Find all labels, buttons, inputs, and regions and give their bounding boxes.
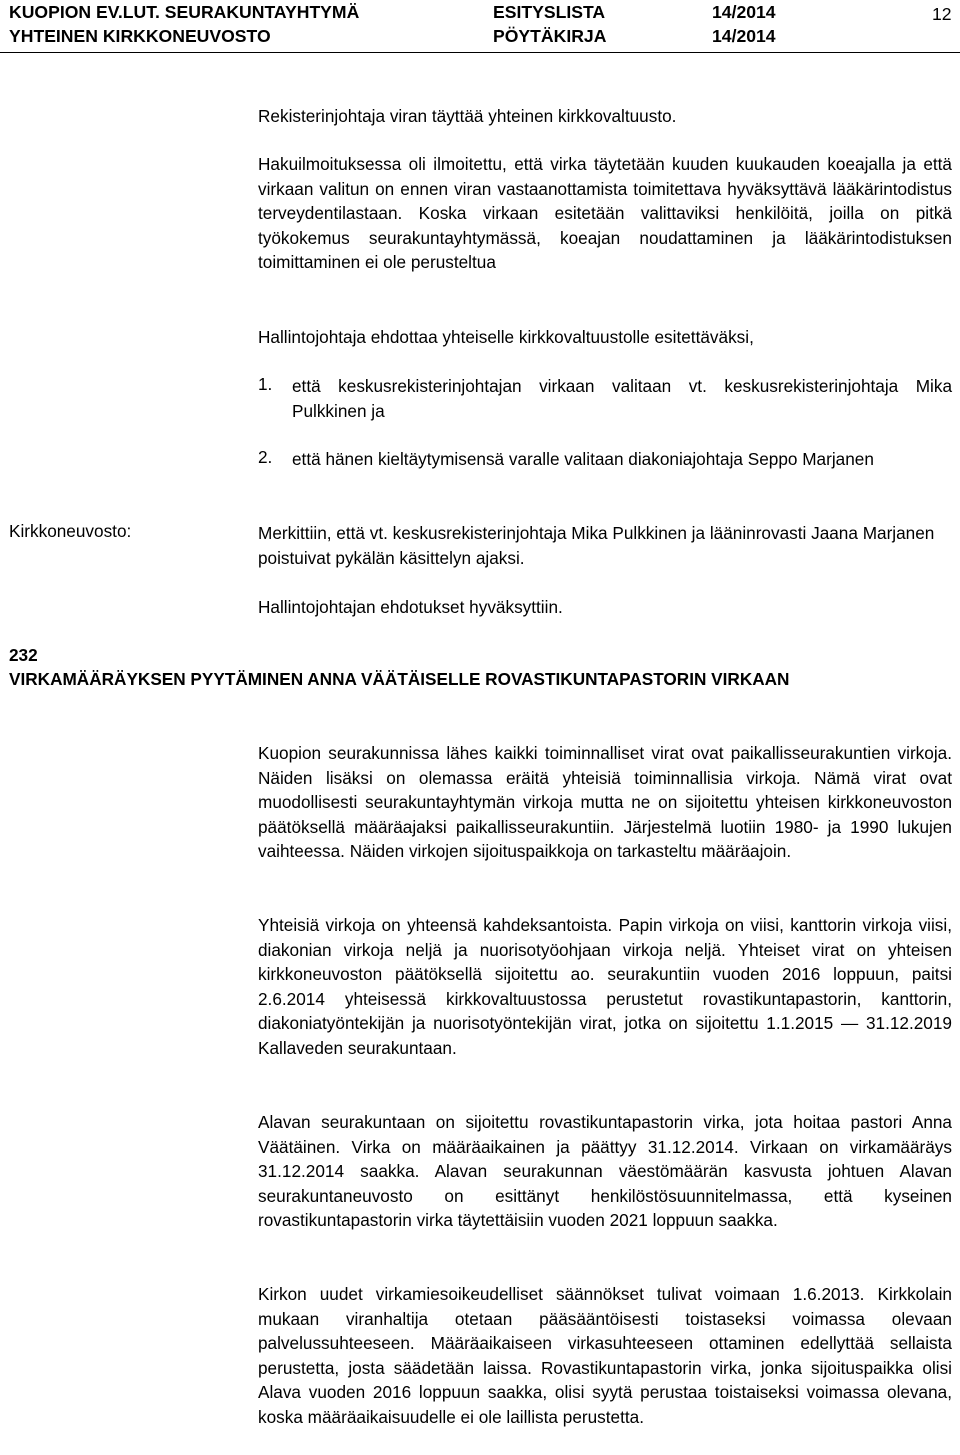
- paragraph-ehdotus-intro: Hallintojohtaja ehdottaa yhteiselle kirkkovaltuustolle esitettäväksi,: [258, 327, 754, 347]
- section-paragraph-2: Yhteisiä virkoja on yhteensä kahdeksantoista. Papin virkoja on viisi, kanttorin virkoja viisi, diakonian virkoja neljä ja nuorisotyöohjaan virkoja neljä. Yhteiset virat on yhteisen kirkkoneuvoston päätöksellä sijoitettu ao. seurakuntiin vuoden 2016 loppuun, paitsi 2.6.2014 yhteisessä kirkkovaltuustossa perustetut rovastikuntapastorin, kanttorin, diakoniatyöntekijän ja nuorisotyöntekijän virat, jotka on sijoitettu 1.1.2015 — 31.12.2019 Kallaveden seurakuntaan.: [258, 915, 952, 1058]
- page-number: 12: [932, 4, 952, 24]
- header-body-name: YHTEINEN KIRKKONEUVOSTO: [9, 26, 271, 46]
- proposal-item-number: 2.: [258, 447, 273, 467]
- kirkkoneuvosto-label: Kirkkoneuvosto:: [9, 521, 132, 541]
- header-divider: [0, 52, 960, 53]
- section-title: VIRKAMÄÄRÄYKSEN PYYTÄMINEN ANNA VÄÄTÄISELLE ROVASTIKUNTAPASTORIN VIRKAAN: [9, 669, 790, 689]
- proposal-item-1: että keskusrekisterinjohtajan virkaan valitaan vt. keskusrekisterinjohtaja Mika Pulkkinen ja: [292, 376, 952, 421]
- proposal-item-number: 1.: [258, 374, 273, 394]
- proposal-item-2: että hänen kieltäytymisensä varalle valitaan diakoniajohtaja Seppo Marjanen: [292, 449, 874, 469]
- header-meeting-number: 14/2014: [712, 2, 776, 22]
- section-paragraph-3: Alavan seurakuntaan on sijoitettu rovastikuntapastorin virka, jota hoitaa pastori Anna Väätäinen. Virka on määräaikainen ja päättyy 31.12.2014. Virkaan on virkamääräys 31.12.2014 saakka. Alavan seurakunnan väestömäärän kasvusta johtuen Alavan seurakuntaneuvosto on esittänyt henkilöstösuunnitelmassa, että kyseinen rovastikuntapastorin virka täytettäisiin vuoden 2021 loppuun saakka.: [258, 1112, 952, 1231]
- decision-hyvaksyttiin: Hallintojohtajan ehdotukset hyväksyttiin.: [258, 597, 563, 617]
- section-number: 232: [9, 645, 38, 665]
- header-organization: KUOPION EV.LUT. SEURAKUNTAYHTYMÄ: [9, 2, 360, 22]
- header-doc-type-agenda: ESITYSLISTA: [493, 2, 606, 22]
- header-doc-type-minutes: PÖYTÄKIRJA: [493, 26, 607, 46]
- section-paragraph-1: Kuopion seurakunnissa lähes kaikki toiminnalliset virat ovat paikallisseurakuntien virkoja. Näiden lisäksi on olemassa eräitä yhteisiä toiminnallisia virkoja. Nämä virat ovat muodollisesti seurakuntayhtymän virkoja mutta ne on sijoitettu yhteisen kirkkoneuvoston päätöksellä määräajaksi paikallisseurakuntiin. Järjestelmä luotiin 1980- ja 1990 lukujen vaihteessa. Näiden virkojen sijoituspaikkoja on tarkasteltu määräajoin.: [258, 743, 952, 862]
- document-header: [9, 2, 960, 54]
- paragraph-hakuilmoitus: Hakuilmoituksessa oli ilmoitettu, että virka täytetään kuuden kuukauden koeajalla ja että virkaan valitun on ennen viran vastaanottamista toimitettava hyväksyttävä lääkärintodistus terveydentilastaan. Koska virkaan esitetään valittaviksi henkilöitä, joilla on pitkä työkokemus seurakuntayhtymässä, koeajan noudattaminen ja lääkärintodistuksen toimittaminen ei ole perusteltua: [258, 154, 952, 273]
- header-meeting-number-2: 14/2014: [712, 26, 776, 46]
- paragraph-rekisterinjohtaja: Rekisterinjohtaja viran täyttää yhteinen kirkkovaltuusto.: [258, 106, 677, 126]
- section-paragraph-4: Kirkon uudet virkamiesoikeudelliset säännökset tulivat voimaan 1.6.2013. Kirkkolain mukaan viranhaltija otetaan pääsääntöisesti toistaseksi voimassa olevaan palvelussuhteeseen. Määräaikaiseen virkasuhteeseen ottaminen edellyttää sellaista perustetta, josta säädetään laissa. Rovastikuntapastorin virka, jonka sijoituspaikka olisi Alava vuoden 2016 loppuun saakka, olisi syytä perustaa toistaiseksi voimassa olevana, koska määräaikaisuudelle ei ole laillista perustetta.: [258, 1284, 952, 1427]
- decision-merkittiin: Merkittiin, että vt. keskusrekisterinjohtaja Mika Pulkkinen ja lääninrovasti Jaana Marjanen poistuivat pykälän käsittelyn ajaksi.: [258, 523, 935, 568]
